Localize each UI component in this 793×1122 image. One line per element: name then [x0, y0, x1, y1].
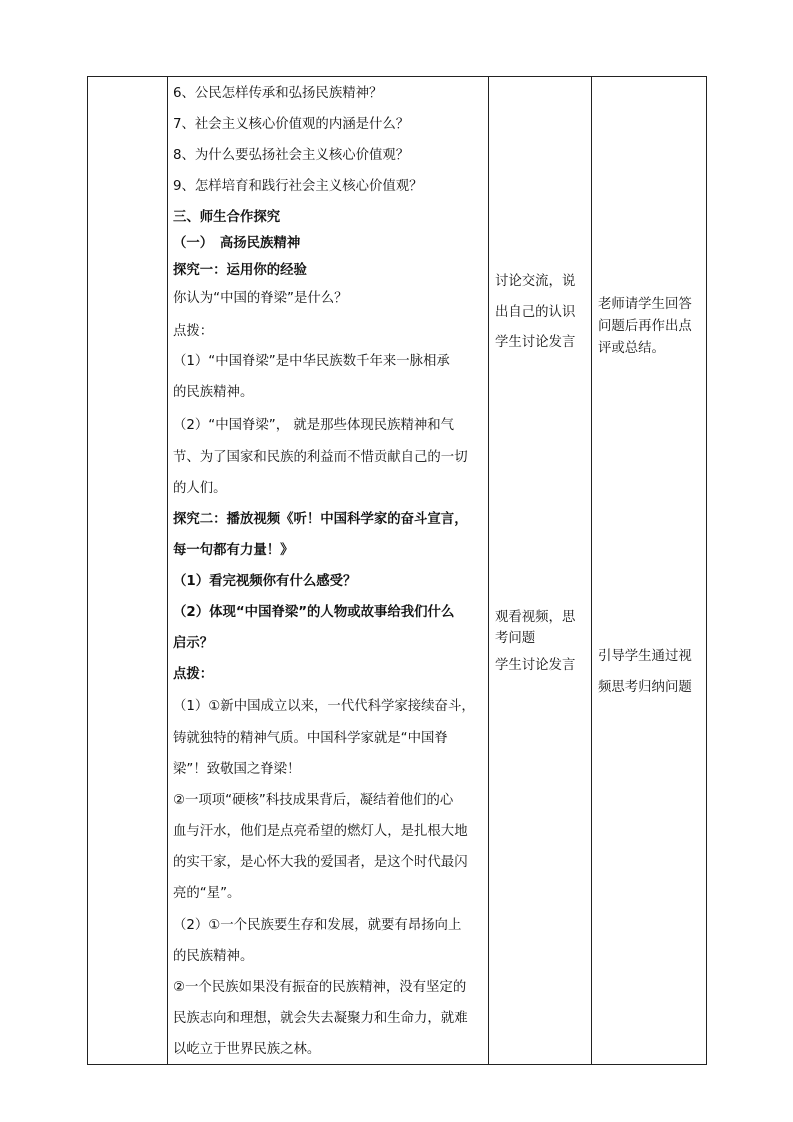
hint-label: 点拨：: [173, 667, 214, 682]
content-line: 民族志向和理想，就会失去凝聚力和生命力，就难: [173, 1011, 468, 1026]
content-line: （1）“中国脊梁”是中华民族数千年来一脉相承: [173, 354, 450, 369]
content-line: 的实干家，是心怀大我的爱国者，是这个时代最闪: [173, 855, 468, 870]
content-line: 7、社会主义核心价值观的内涵是什么？: [173, 117, 410, 132]
teacher-activity-line: 评或总结。: [598, 341, 665, 356]
teacher-activity-column: [598, 77, 706, 1064]
content-line: 的民族精神。: [173, 949, 254, 964]
student-activity-line: 出自己的认识: [495, 305, 576, 320]
student-activity-line: 观看视频，思: [495, 610, 576, 625]
hint-label: 点拨：: [173, 324, 214, 339]
column-divider: [488, 77, 489, 1064]
student-activity-line: 讨论交流，说: [495, 274, 576, 289]
question-line: 启示？: [173, 636, 214, 651]
content-line: 节、为了国家和民族的利益而不惜贡献自己的一切: [173, 450, 468, 465]
question-line: （1）看完视频你有什么感受？: [173, 574, 357, 589]
student-activity-column: [495, 77, 589, 1064]
content-line: 亮的“星”。: [173, 886, 241, 901]
inquiry-heading: 探究一：运用你的经验: [173, 263, 307, 278]
student-activity-line: 学生讨论发言: [495, 658, 576, 673]
teacher-activity-line: 引导学生通过视: [598, 649, 692, 664]
question-line: （2）体现“中国脊梁”的人物或故事给我们什么: [173, 605, 455, 620]
section-heading: 三、师生合作探究: [173, 210, 281, 225]
inquiry-heading: 每一句都有力量！》: [173, 543, 294, 558]
content-line: ②一项项“硬核”科技成果背后，凝结着他们的心: [173, 793, 454, 808]
section-column: [88, 77, 167, 1064]
column-divider: [167, 77, 168, 1064]
teacher-activity-line: 频思考归纳问题: [598, 680, 692, 695]
subsection-heading: （一） 高扬民族精神: [173, 236, 301, 251]
question-line: 你认为“中国的脊梁”是什么？: [173, 291, 348, 306]
content-line: 梁”！致敬国之脊梁！: [173, 762, 301, 777]
content-line: 8、为什么要弘扬社会主义核心价值观？: [173, 148, 410, 163]
content-line: 的民族精神。: [173, 385, 254, 400]
content-line: 的人们。: [173, 481, 227, 496]
content-line: 血与汗水，他们是点亮希望的燃灯人，是扎根大地: [173, 824, 468, 839]
content-column: [173, 77, 485, 1064]
content-line: 9、怎样培育和践行社会主义核心价值观？: [173, 179, 423, 194]
content-line: 以屹立于世界民族之林。: [173, 1042, 321, 1057]
teacher-activity-line: 问题后再作出点: [598, 319, 692, 334]
content-line: ②一个民族如果没有振奋的民族精神，没有坚定的: [173, 980, 467, 995]
content-line: （2）①一个民族要生存和发展，就要有昂扬向上: [173, 918, 462, 933]
student-activity-line: 考问题: [495, 631, 536, 646]
teacher-activity-line: 老师请学生回答: [598, 297, 692, 312]
lesson-plan-table: [87, 76, 707, 1065]
content-line: 6、公民怎样传承和弘扬民族精神？: [173, 86, 383, 101]
student-activity-line: 学生讨论发言: [495, 335, 576, 350]
content-line: （1）①新中国成立以来，一代代科学家接续奋斗，: [173, 699, 475, 714]
content-line: （2）“中国脊梁”， 就是那些体现民族精神和气: [173, 418, 455, 433]
content-line: 铸就独特的精神气质。中国科学家就是“中国脊: [173, 731, 448, 746]
column-divider: [591, 77, 592, 1064]
inquiry-heading: 探究二：播放视频《听！中国科学家的奋斗宣言，: [173, 512, 468, 527]
